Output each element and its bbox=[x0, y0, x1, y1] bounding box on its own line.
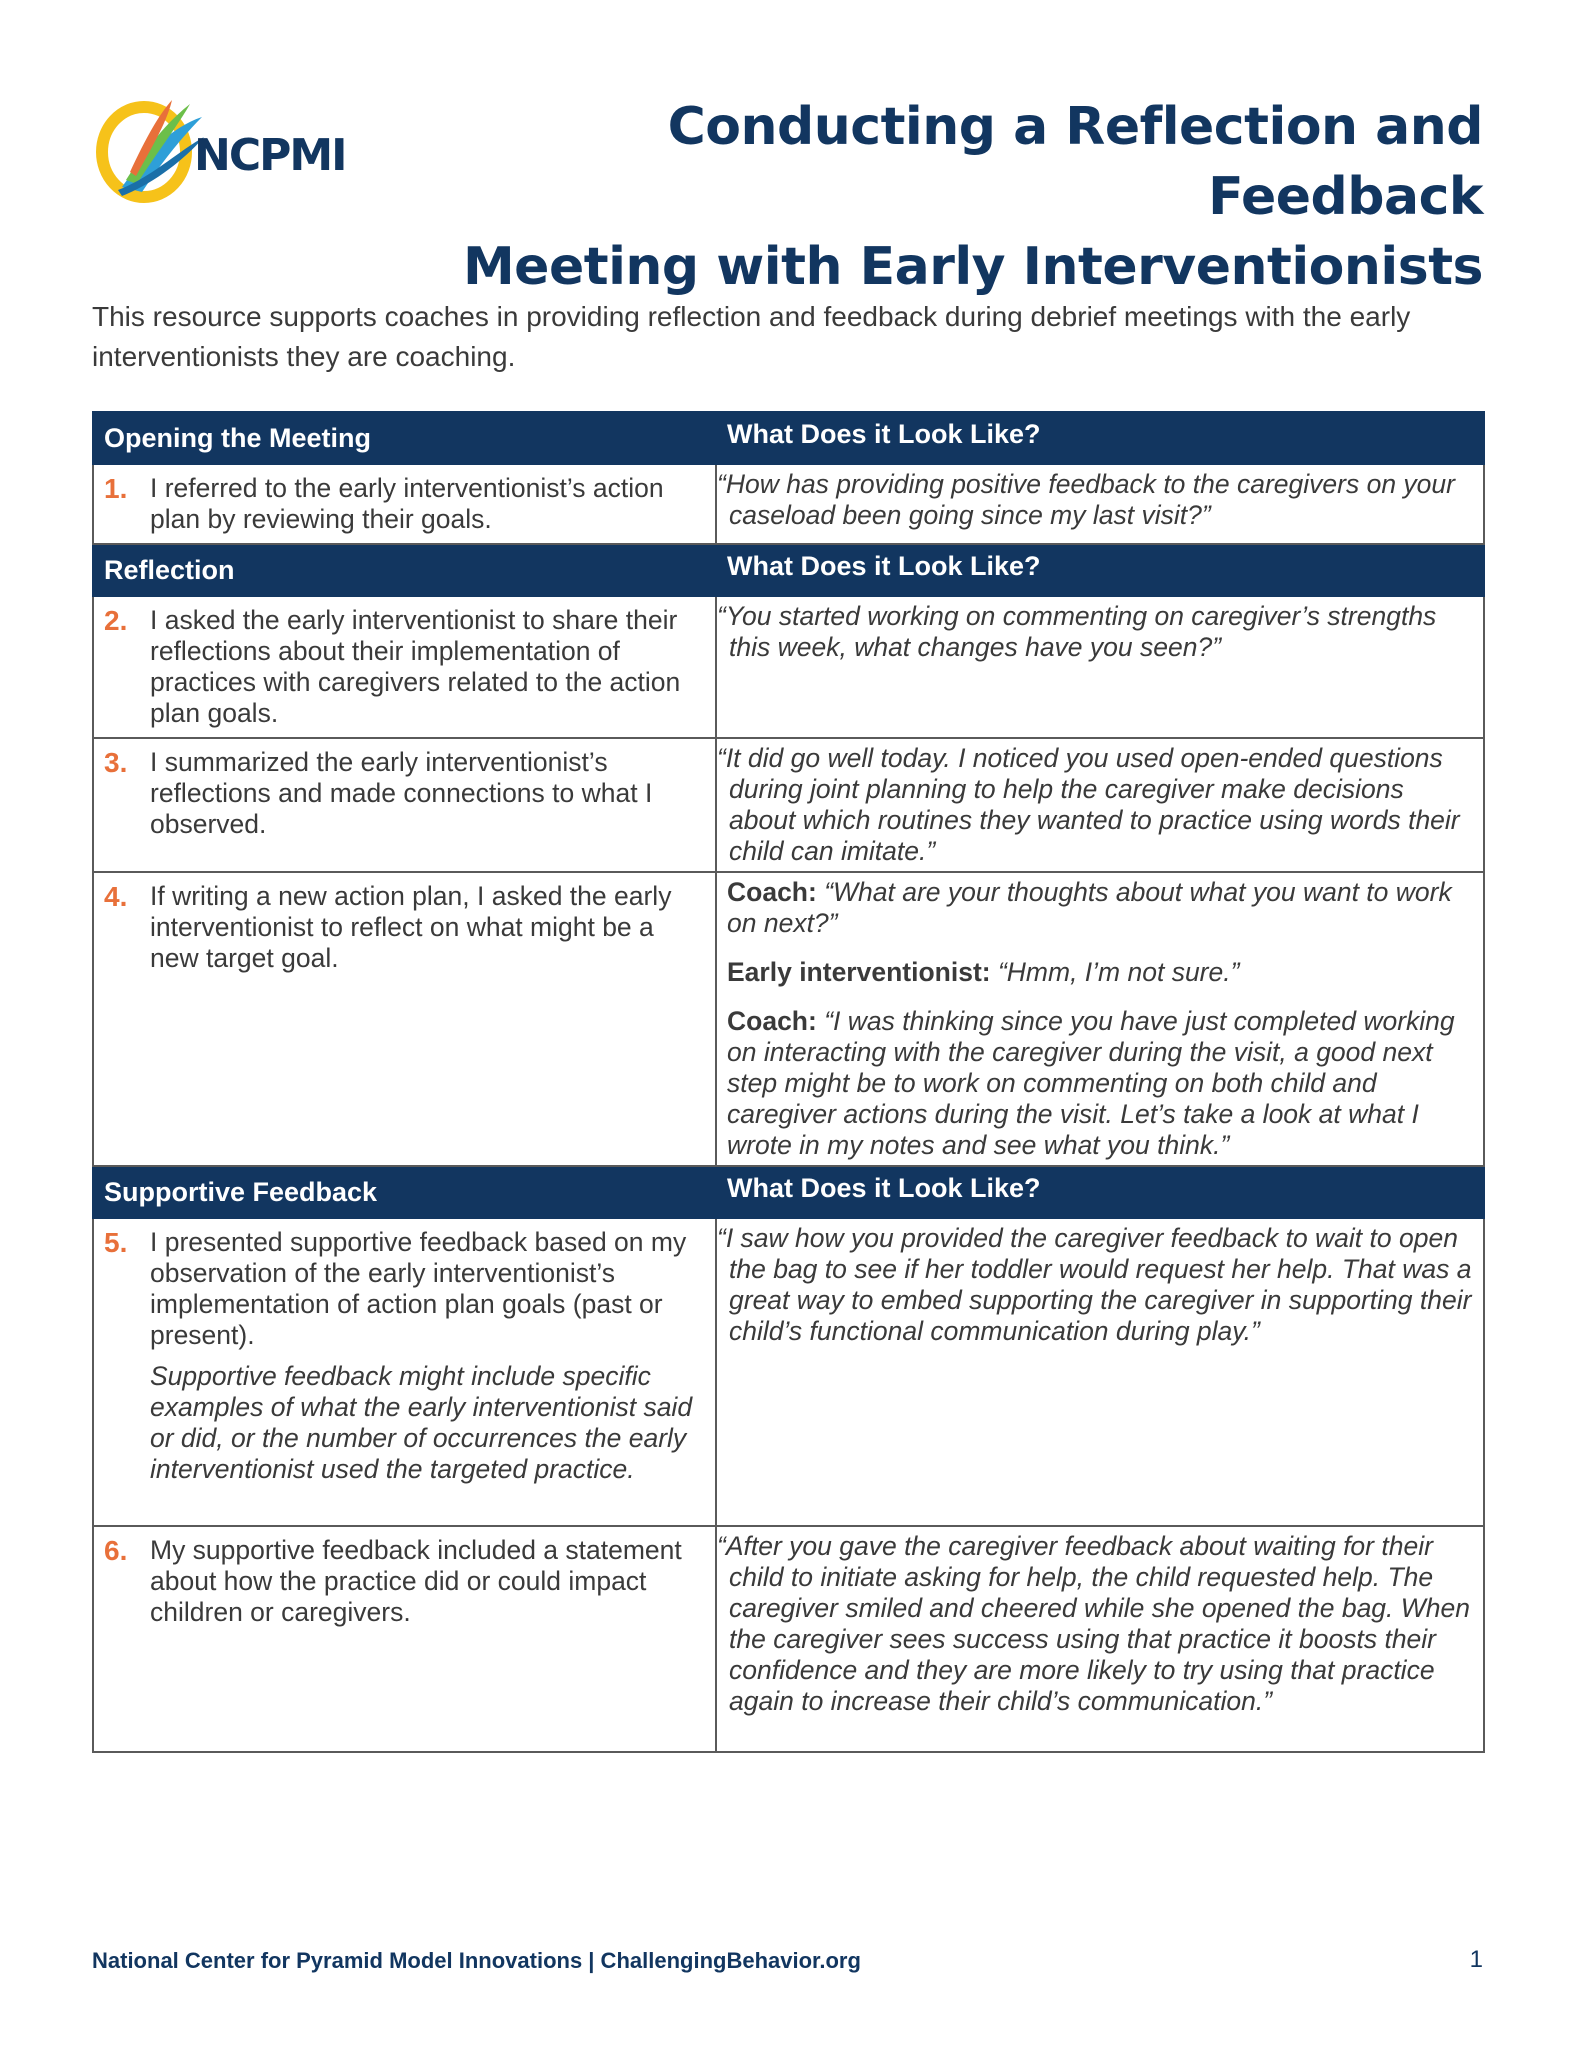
item-number: 5. bbox=[104, 1227, 128, 1258]
table-row bbox=[93, 872, 1484, 1166]
item-example: “How has providing positive feedback to the caregivers on your caseload been going since my last visit?” bbox=[717, 469, 1455, 530]
section-header-supportive-feedback bbox=[93, 1166, 1484, 1218]
checklist-table bbox=[92, 411, 1485, 1753]
dialogue-line: “I was thinking since you have just completed working on interacting with the caregiver during the visit, a good next step might be to work on commenting on both child and caregiver actions during the visit. Let’s take a look at what I wrote in my notes and see what you think.” bbox=[727, 1006, 1455, 1160]
item-note: Supportive feedback might include specific examples of what the early interventionist said or did, or the number of occurrences the early interventionist used the targeted practice. bbox=[150, 1361, 693, 1484]
item-example: “After you gave the caregiver feedback about waiting for their child to initiate asking for help, the child requested help. The caregiver smiled and cheered while she opened the bag. When the caregiver sees success using that practice it boosts their confidence and they are more likely to try using that practice again to increase their child’s communication.” bbox=[717, 1531, 1470, 1716]
dialogue-line: “What are your thoughts about what you want to work on next?” bbox=[727, 877, 1452, 938]
item-number: 4. bbox=[104, 881, 128, 912]
item-text: I presented supportive feedback based on my observation of the early interventionist’s implementation of action plan goals (past or present). bbox=[150, 1227, 687, 1350]
item-text: I asked the early interventionist to share their reflections about their implementation of practices with caregivers related to the action plan goals. bbox=[150, 605, 681, 728]
item-number: 2. bbox=[104, 605, 128, 636]
item-text: I summarized the early interventionist’s reflections and made connections to what I observed. bbox=[150, 747, 653, 839]
title-line-1: Conducting a Reflection and Feedback bbox=[667, 97, 1483, 227]
section-heading: Supportive Feedback bbox=[104, 1177, 378, 1207]
dialogue-speaker: Coach: bbox=[727, 1006, 817, 1036]
title-line-2: Meeting with Early Interventionists bbox=[462, 237, 1483, 297]
item-number: 1. bbox=[104, 473, 128, 504]
item-number: 3. bbox=[104, 747, 128, 778]
example-heading: What Does it Look Like? bbox=[727, 551, 1041, 581]
section-header-reflection bbox=[93, 544, 1484, 596]
item-example: “You started working on commenting on caregiver’s strengths this week, what changes have you seen?” bbox=[717, 601, 1437, 662]
dialogue-line: “Hmm, I’m not sure.” bbox=[997, 957, 1240, 987]
footer-text: National Center for Pyramid Model Innovations | ChallengingBehavior.org bbox=[92, 1948, 861, 1973]
item-example: “It did go well today. I noticed you used open-ended questions during joint planning to help the caregiver make decisions about which routines they wanted to practice using words their child can imitate.” bbox=[717, 743, 1460, 866]
item-example: “I saw how you provided the caregiver feedback to wait to open the bag to see if her toddler would request her help. That was a great way to embed supporting the caregiver in supporting their child’s functional communication during play.” bbox=[717, 1223, 1472, 1346]
table-row bbox=[93, 738, 1484, 872]
page-title bbox=[423, 92, 1483, 302]
dialogue-speaker: Early interventionist: bbox=[727, 957, 991, 987]
item-text: I referred to the early interventionist’s action plan by reviewing their goals. bbox=[150, 473, 664, 534]
item-text: If writing a new action plan, I asked the early interventionist to reflect on what might be a new target goal. bbox=[150, 881, 672, 973]
table-row bbox=[93, 596, 1484, 738]
item-text: My supportive feedback included a statement about how the practice did or could impact children or caregivers. bbox=[150, 1535, 682, 1627]
section-heading: Opening the Meeting bbox=[104, 423, 371, 453]
intro-paragraph: This resource supports coaches in providing reflection and feedback during debrief meetings with the early interventionists they are coaching. bbox=[92, 301, 1411, 372]
example-heading: What Does it Look Like? bbox=[727, 1173, 1041, 1203]
ncpmi-logo bbox=[92, 92, 392, 207]
section-heading: Reflection bbox=[104, 555, 235, 585]
table-row bbox=[93, 1526, 1484, 1752]
table-row bbox=[93, 1218, 1484, 1526]
item-number: 6. bbox=[104, 1535, 128, 1566]
coach-dialogue bbox=[717, 873, 1483, 1165]
page-number: 1 bbox=[1469, 1946, 1483, 1973]
section-header-opening bbox=[93, 412, 1484, 464]
svg-text:NCPMI: NCPMI bbox=[194, 130, 346, 181]
example-heading: What Does it Look Like? bbox=[727, 419, 1041, 449]
table-row bbox=[93, 464, 1484, 544]
dialogue-speaker: Coach: bbox=[727, 877, 817, 907]
